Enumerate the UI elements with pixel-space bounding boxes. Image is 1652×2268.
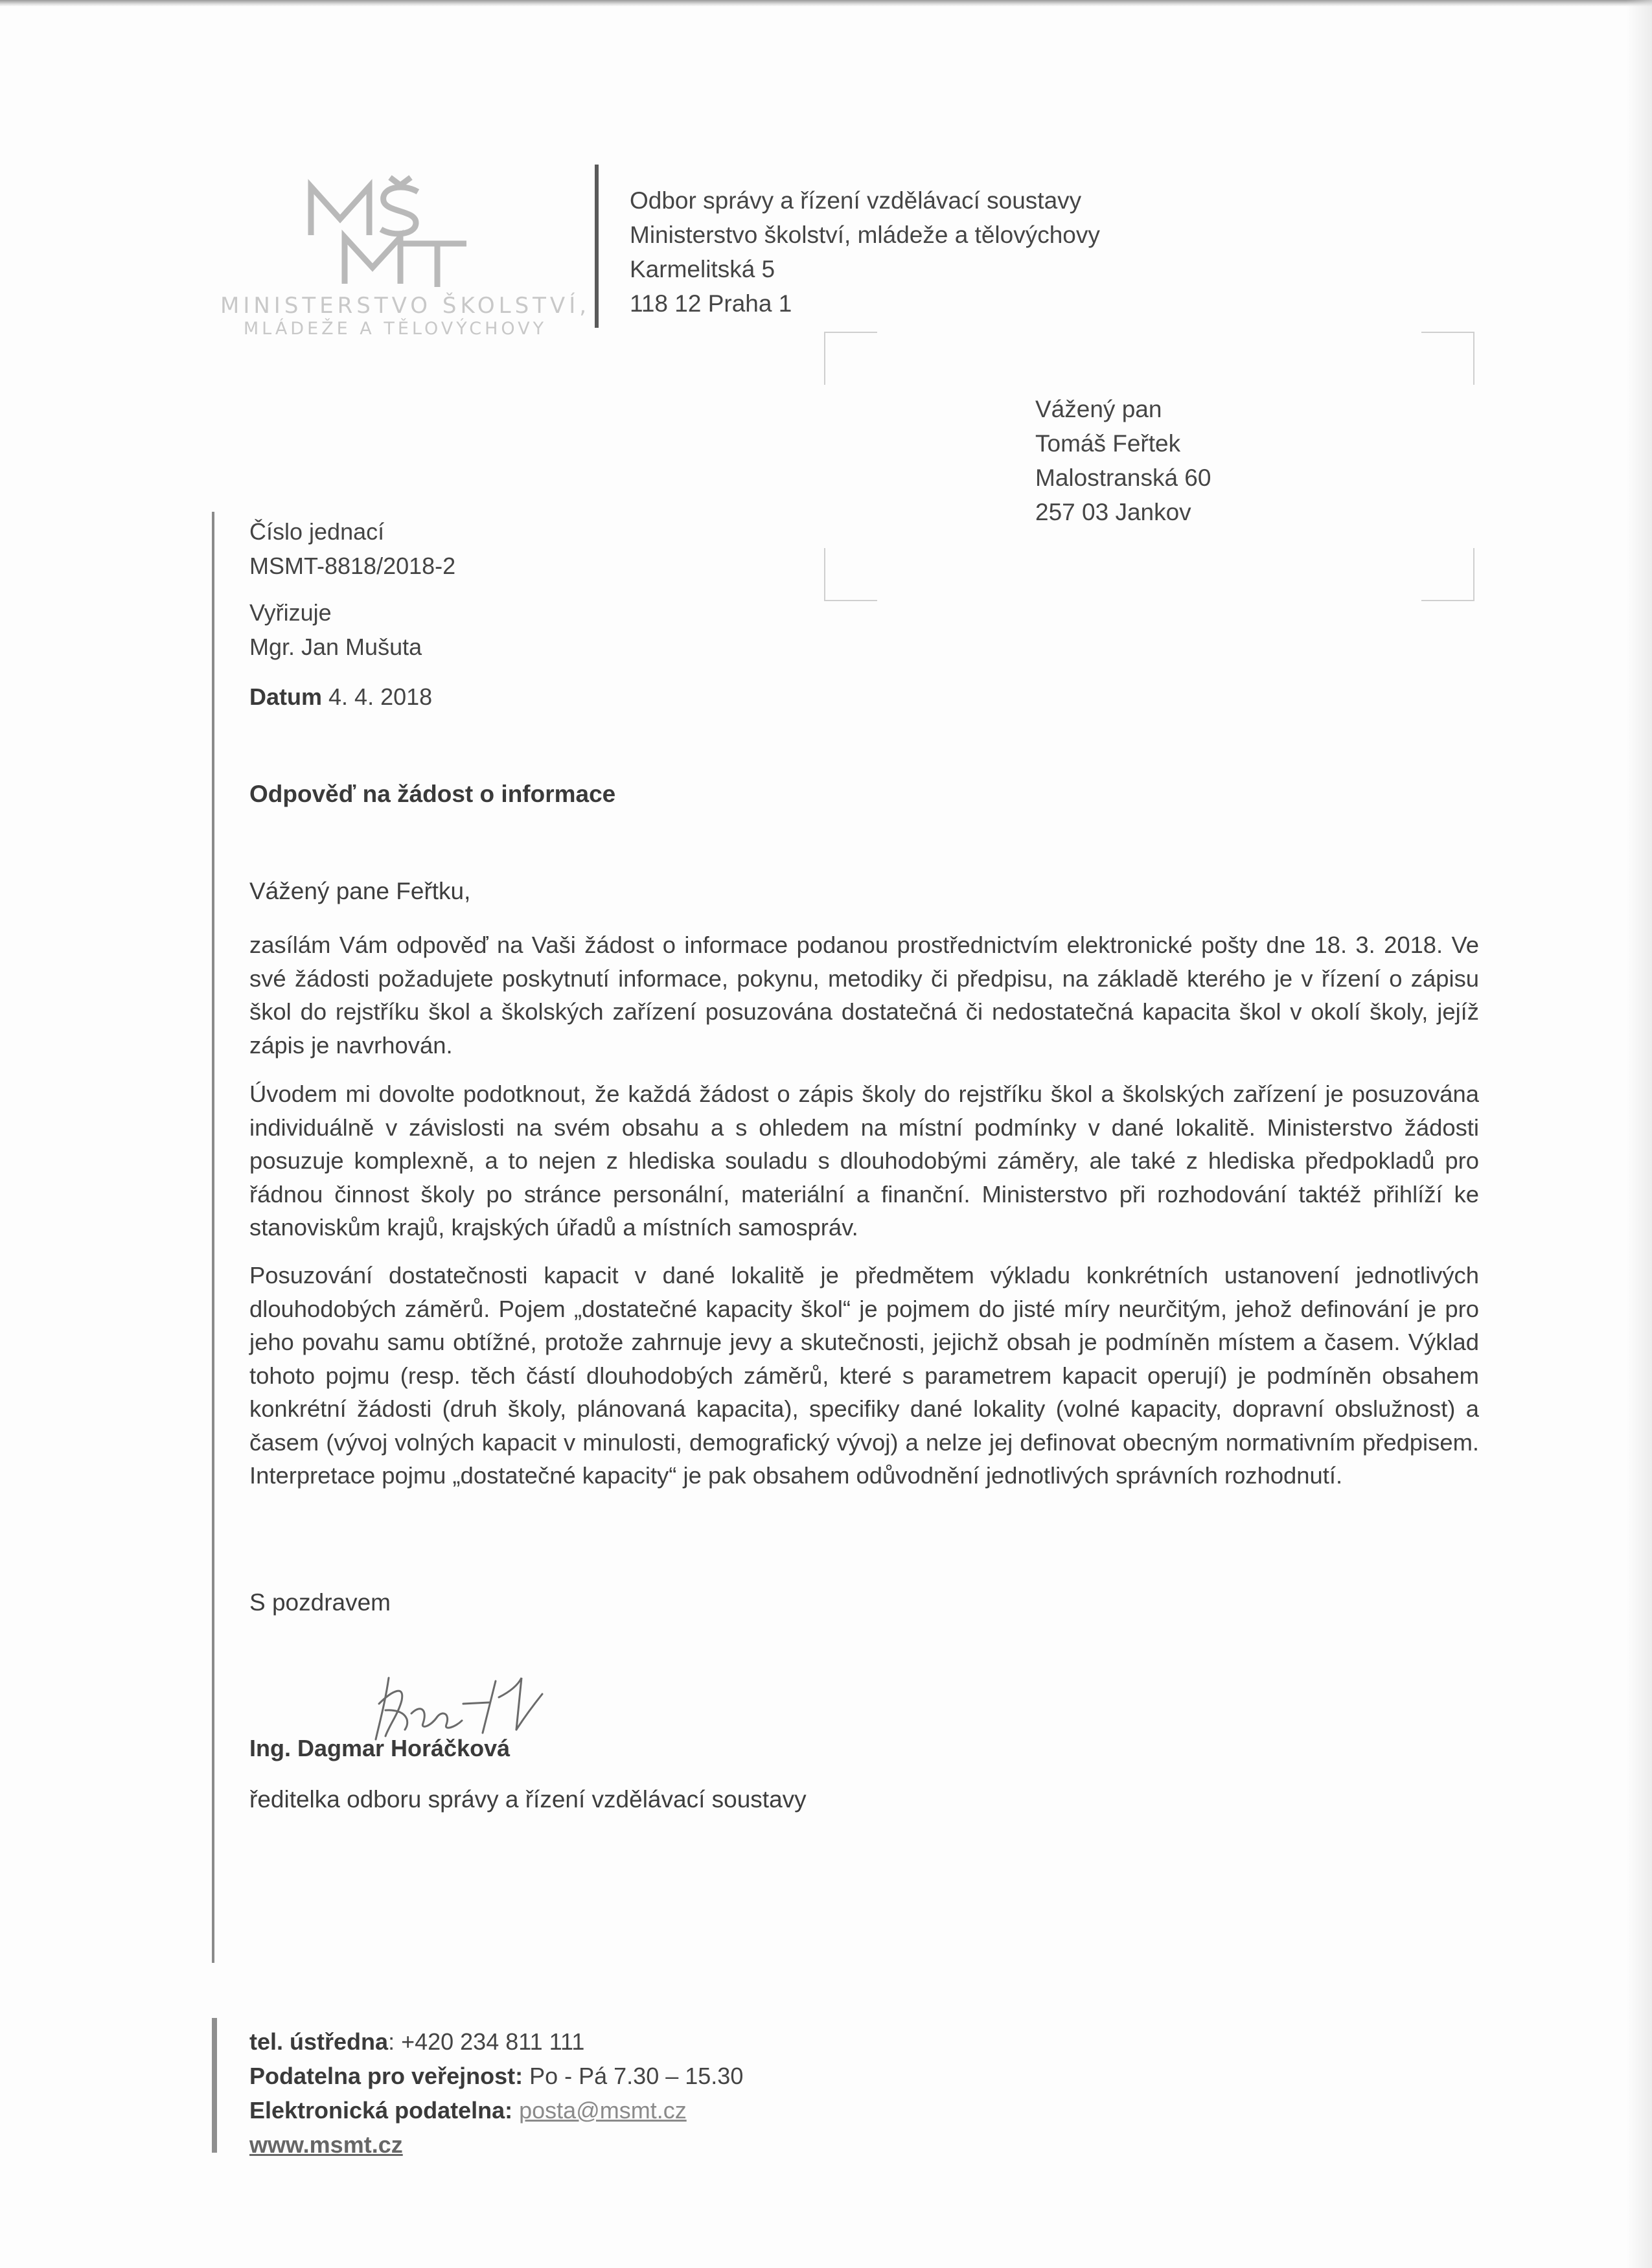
contact-footer	[249, 2024, 743, 2162]
footer-email	[249, 2093, 743, 2127]
letter-salutation: Vážený pane Feřtku,	[249, 878, 471, 904]
phone-label: tel. ústředna	[249, 2028, 389, 2055]
footer-divider	[212, 2018, 217, 2153]
body-paragraph-1: zasílám Vám odpověď na Vaši žádost o informace podanou prostřednictvím elektronické pošty dne 18. 3. 2018. Ve své žádosti požadujete poskytnutí informace, pokynu, metodiky či předpisu, na základě kterého je v řízení o zápisu škol do rejstříku škol a školských zařízení posuzována dostatečná či nedostatečná kapacita škol v okolí školy, jejíž zápis je navrhován.	[249, 932, 1479, 1059]
office-hours: Po - Pá 7.30 – 15.30	[523, 2063, 744, 2089]
signer-name: Ing. Dagmar Horáčková	[249, 1735, 511, 1761]
recipient-salutation: Vážený pan	[1035, 396, 1162, 422]
recipient-address	[1035, 392, 1211, 529]
letter-closing: S pozdravem	[249, 1589, 391, 1616]
sender-address	[630, 183, 1100, 321]
recipient-street: Malostranská 60	[1035, 464, 1211, 491]
office-label: Podatelna pro veřejnost:	[249, 2063, 523, 2089]
window-corner	[1421, 332, 1474, 385]
recipient-city: 257 03 Jankov	[1035, 499, 1191, 525]
scan-shadow	[1626, 0, 1652, 2268]
logo-line-1: MINISTERSTVO ŠKOLSTVÍ,	[220, 293, 591, 319]
header-divider	[595, 165, 599, 328]
footer-website	[249, 2127, 743, 2162]
msmt-logo-mark	[304, 174, 486, 290]
logo-line-2: MLÁDEŽE A TĚLOVÝCHOVY	[243, 319, 547, 339]
window-corner	[1421, 548, 1474, 601]
margin-rule	[212, 512, 214, 1963]
date-value: 4. 4. 2018	[328, 683, 433, 710]
sender-ministry: Ministerstvo školství, mládeže a tělovýchovy	[630, 222, 1100, 248]
handler-value: Mgr. Jan Mušuta	[249, 634, 422, 660]
letter-subject: Odpověď na žádost o informace	[249, 781, 616, 807]
reference-number-value: MSMT-8818/2018-2	[249, 553, 456, 579]
handler-label: Vyřizuje	[249, 599, 332, 626]
ministry-logo	[220, 174, 591, 342]
body-paragraph-2: Úvodem mi dovolte podotknout, že každá žádost o zápis školy do rejstříku škol a školských zařízení je posuzována individuálně v závislosti na svém obsahu a s ohledem na místní podmínky v dané lokalitě. Ministerstvo žádosti posuzuje komplexně, a to nejen z hlediska souladu s dlouhodobými záměry, ale také z hlediska předpokladů pro řádnou činnost školy po stránce personální, materiální a finanční. Ministerstvo při rozhodování taktéž přihlíží ke stanoviskům krajů, krajských úřadů a místních samospráv.	[249, 1081, 1479, 1241]
window-corner	[824, 332, 877, 385]
email-link[interactable]: posta@msmt.cz	[519, 2097, 687, 2124]
email-label: Elektronická podatelna:	[249, 2097, 513, 2124]
reference-number-label: Číslo jednací	[249, 518, 385, 545]
scan-edge	[0, 0, 1652, 6]
body-paragraph-3: Posuzování dostatečnosti kapacit v dané lokalitě je předmětem výkladu konkrétních ustanovení jednotlivých dlouhodobých záměrů. Pojem „dostatečné kapacity škol“ je pojmem do jisté míry neurčitým, jehož definování je pro jeho povahu samu obtížné, protože zahrnuje jevy a skutečnosti, jejichž obsah je podmíněn místem a časem. Výklad tohoto pojmu (resp. těch částí dlouhodobých záměrů, které s parametrem kapacit operují) je podmíněn obsahem konkrétní žádosti (druh školy, plánovaná kapacita), specifiky dané lokality (volné kapacity, dopravní obslužnost) a časem (vývoj volných kapacit v minulosti, demografický vývoj) a nelze jej definovat obecným normativním předpisem. Interpretace pojmu „dostatečné kapacity“ je pak obsahem odůvodnění jednotlivých správních rozhodnutí.	[249, 1262, 1479, 1489]
sender-city: 118 12 Praha 1	[630, 290, 792, 317]
window-corner	[824, 548, 877, 601]
signer-role: ředitelka odboru správy a řízení vzdělávací soustavy	[249, 1786, 807, 1813]
date-line	[249, 683, 432, 711]
phone-value: : +420 234 811 111	[388, 2028, 585, 2055]
date-label: Datum	[249, 683, 323, 710]
sender-street: Karmelitská 5	[630, 256, 775, 282]
footer-office	[249, 2059, 743, 2093]
recipient-name: Tomáš Feřtek	[1035, 430, 1181, 457]
footer-phone	[249, 2024, 743, 2059]
website-link[interactable]: www.msmt.cz	[249, 2131, 403, 2158]
sender-department: Odbor správy a řízení vzdělávací soustavy	[630, 187, 1082, 214]
